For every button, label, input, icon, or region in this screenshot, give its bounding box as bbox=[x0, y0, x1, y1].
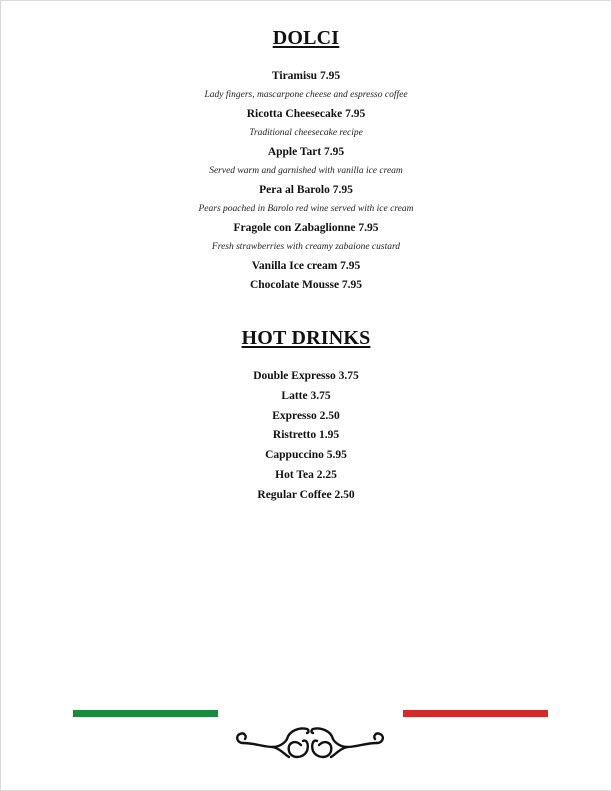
hot-drinks-list bbox=[1, 367, 611, 506]
dolci-heading bbox=[1, 27, 611, 50]
dessert-item-description: Pears poached in Barolo red wine served with ice cream bbox=[198, 204, 414, 214]
dessert-item-name: Ricotta Cheesecake 7.95 bbox=[246, 108, 366, 120]
dessert-item-description: Traditional cheesecake recipe bbox=[249, 128, 363, 138]
dessert-item-name: Chocolate Mousse 7.95 bbox=[249, 279, 363, 291]
dessert-item-name: Apple Tart 7.95 bbox=[267, 146, 345, 158]
hot-drinks-title: HOT DRINKS bbox=[241, 327, 371, 349]
drink-item: Double Expresso 3.75 bbox=[253, 370, 359, 382]
dessert-item-description: Served warm and garnished with vanilla ice cream bbox=[209, 166, 403, 176]
drink-item: Ristretto 1.95 bbox=[272, 429, 340, 442]
dessert-item-name: Fragole con Zabaglionne 7.95 bbox=[233, 222, 379, 234]
dessert-item-description: Lady fingers, mascarpone cheese and espresso coffee bbox=[204, 90, 408, 100]
drink-item: Hot Tea 2.25 bbox=[275, 468, 337, 481]
red-flag-bar bbox=[403, 710, 548, 717]
dessert-item-description: Fresh strawberries with creamy zabaione custard bbox=[211, 242, 401, 252]
dessert-item-name: Tiramisu 7.95 bbox=[271, 70, 341, 82]
dolci-list bbox=[1, 67, 611, 295]
drink-item: Regular Coffee 2.50 bbox=[257, 488, 355, 501]
dolci-title: DOLCI bbox=[272, 27, 340, 49]
hot-drinks-heading bbox=[1, 327, 611, 350]
dessert-item-name: Vanilla Ice cream 7.95 bbox=[251, 260, 361, 272]
scroll-flourish-icon bbox=[229, 719, 391, 767]
drink-item: Expresso 2.50 bbox=[272, 409, 340, 422]
drink-item: Latte 3.75 bbox=[281, 389, 331, 402]
drink-item: Cappuccino 5.95 bbox=[265, 449, 347, 462]
green-flag-bar bbox=[73, 710, 218, 717]
dessert-item-name: Pera al Barolo 7.95 bbox=[259, 184, 353, 196]
